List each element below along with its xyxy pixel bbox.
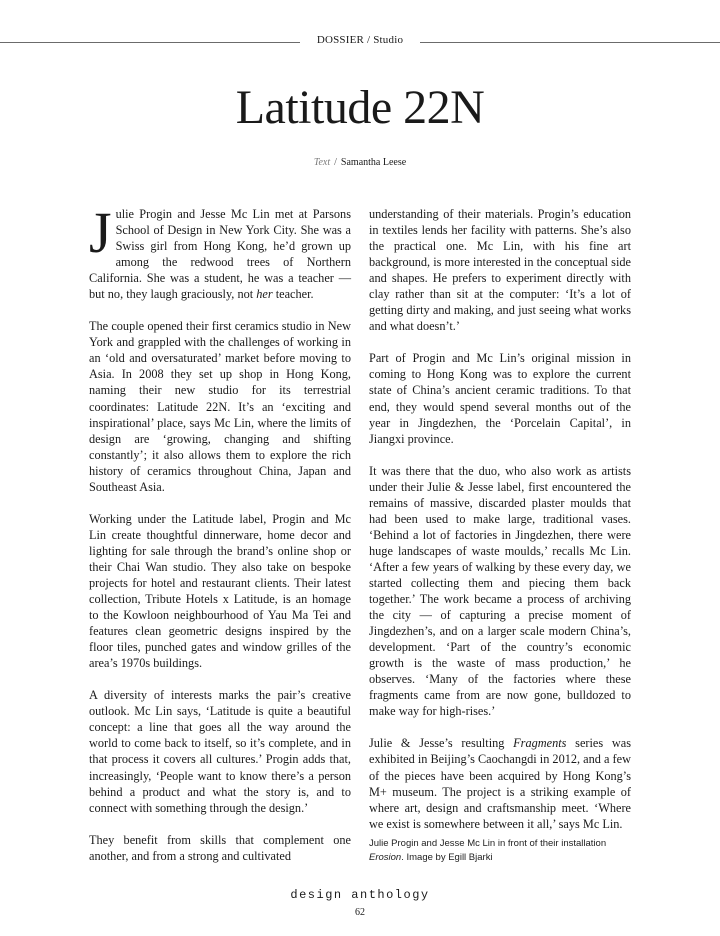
caption-credit: . Image by Egill Bjarki	[401, 852, 493, 863]
italic-word: her	[256, 287, 273, 302]
header-rule-left	[0, 42, 300, 43]
paragraph: Working under the Latitude label, Progin and Mc Lin create thoughtful dinnerware, home decor and lighting for sale through the brand’s online shop or their Chai Wan studio. They also take on bespoke projects for hotel and restaurant clients. Their latest collection, Tribute Hotels x Latitude, is an homage to the Kowloon neighbourhood of Yau Ma Tei and features clean geometric designs inspired by the floor tiles, punched gates and window grilles of the area’s 1970s buildings.	[89, 511, 351, 671]
paragraph: Part of Progin and Mc Lin’s original mission in coming to Hong Kong was to explore the current state of China’s ancient ceramic traditions. To that end, they would spend several months out of the year in Jingdezhen, the ‘Porcelain Capital’, in Jiangxi province.	[369, 351, 631, 446]
paragraph-text: ulie Progin and Jesse Mc Lin met at Parsons School of Design in New York City. She was a Swiss girl from Hong Kong, he’d grown up among the redwood trees of Northern California. She was a student, he was a teacher — but no, they laugh graciously, not her teacher.	[89, 207, 351, 302]
section-label: DOSSIER / Studio	[316, 34, 404, 46]
caption-line: Julie Progin and Jesse Mc Lin in front of their installation	[369, 838, 607, 849]
left-column	[89, 200, 351, 880]
byline-label: Text	[313, 157, 331, 168]
right-column	[369, 206, 631, 848]
paragraph: It was there that the duo, who also work as artists under their Julie & Jesse label, first encountered the remains of massive, discarded plaster moulds that had been used to make large, traditional vases. ‘Behind a lot of factories in Jingdezhen, there were huge landscapes of waste moulds,’ recalls Mc Lin. ‘After a few years of walking by these every day, we started collecting them and piecing them back together.’ The work became a process of archiving the city — of capturing a precise moment of Jingdezhen’s, and on a larger scale modern China’s, development. ‘Part of the country’s economic growth is the waste of mass production,’ he observes. ‘Many of the factories where these fragments came from are now gone, bulldozed to make way for high-rises.’	[369, 463, 631, 719]
paragraph: They benefit from skills that complement one another, and from a strong and cultivated	[89, 832, 351, 863]
byline	[0, 157, 720, 168]
page-header	[0, 34, 720, 50]
drop-cap: J	[89, 200, 112, 265]
header-rule-right	[420, 42, 720, 43]
italic-word: Fragments	[513, 736, 567, 751]
magazine-brand: design anthology	[290, 888, 430, 902]
byline-separator: /	[334, 157, 337, 168]
author-name: Samantha Leese	[340, 157, 407, 168]
paragraph: The couple opened their first ceramics studio in New York and grappled with the challenges of working in an ‘old and oversaturated’ market before moving to Asia. In 2008 they set up shop in Hong Kong, naming their new studio for its terrestrial coordinates: Latitude 22N. It’s an ‘exciting and inspirational’ place, says Mc Lin, where the limits of design are ‘growing, changing and shifting constantly’; it also allows them to explore the rich history of ceramics throughout China, Japan and Southeast Asia.	[89, 319, 351, 494]
paragraph: understanding of their materials. Progin’s education in textiles lends her facility with patterns. She’s also the practical one. Mc Lin, with his fine art background, is more interested in the conceptual side and shapes. He prefers to experiment directly with clay rather than sit at the computer: ‘It’s a lot of getting dirty and making, and just seeing what works and what doesn’t.’	[369, 207, 631, 334]
paragraph: A diversity of interests marks the pair’s creative outlook. Mc Lin says, ‘Latitude is quite a beautiful concept: a line that goes all the way around the world to come back to itself, so it’s complete, and in that process it covers all cultures.’ Progin adds that, increasingly, ‘People want to know there’s a person behind a product and what the story is, and to connect with something through the design.’	[89, 688, 351, 815]
article-title: Latitude 22N	[235, 81, 485, 134]
paragraph	[89, 200, 351, 302]
page-number: 62	[355, 907, 365, 918]
photo-caption	[369, 837, 669, 865]
paragraph: Julie & Jesse’s resulting Fragments series was exhibited in Beijing’s Caochangdi in 2012, and a few of the pieces have been acquired by Hong Kong’s M+ museum. The project is a striking example of where art, design and craftsmanship meet. ‘Where we exist is somewhere between it all,’ says Mc Lin.	[369, 736, 631, 831]
caption-artwork-title: Erosion	[369, 852, 402, 863]
